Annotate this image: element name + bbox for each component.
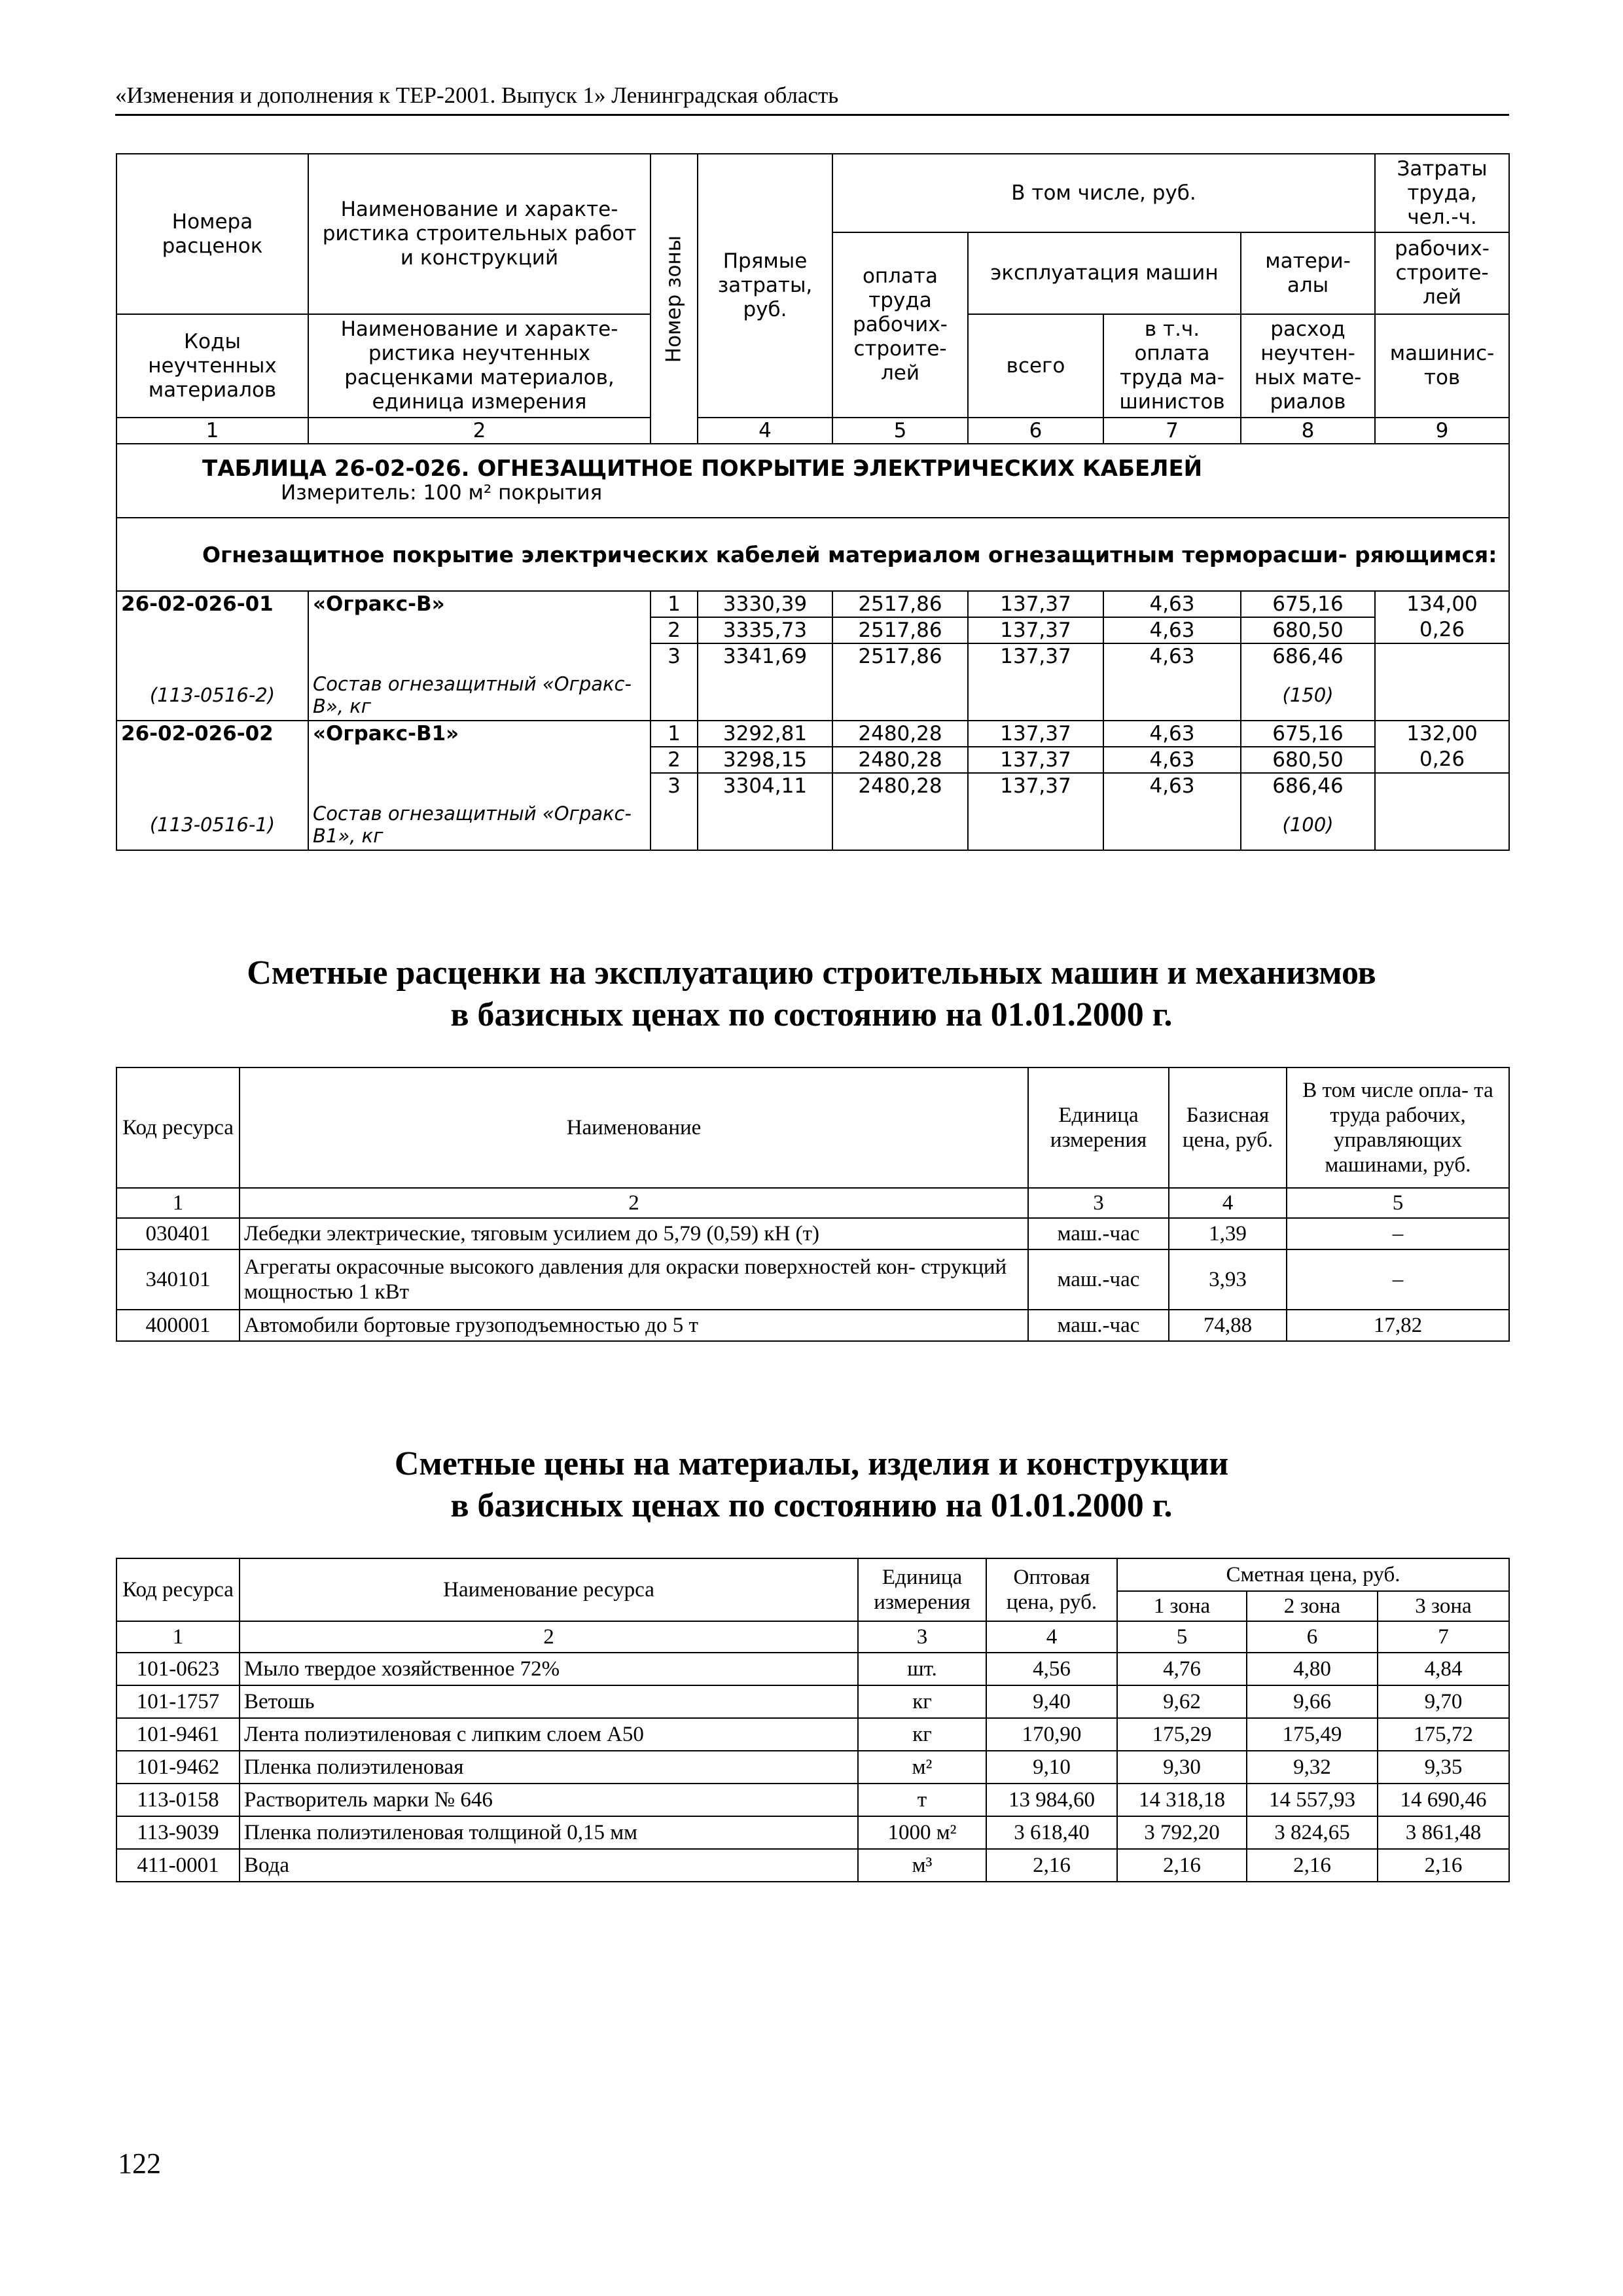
table-row-zone2: 9,66 (1247, 1685, 1378, 1718)
table-row-code: 101-9461 (116, 1718, 240, 1751)
machine-cell: 137,37 (968, 617, 1103, 643)
table-row-zone3: 175,72 (1378, 1718, 1509, 1751)
col-num-9: 9 (1375, 418, 1509, 444)
header-direct-costs: Прямые затраты, руб. (698, 154, 832, 418)
table-row-unit: маш.-час (1028, 1310, 1169, 1341)
table-row-name: Автомобили бортовые грузоподъемностью до 5 т (240, 1310, 1028, 1341)
table-title-block (116, 444, 1509, 518)
direct-cost-cell: 3341,69 (698, 643, 832, 670)
table-row-zone1: 175,29 (1117, 1718, 1247, 1751)
machines-table (116, 1067, 1510, 1342)
col-num-1: 1 (116, 418, 308, 444)
table-row-unit: шт. (858, 1653, 986, 1685)
header-machine-operation: эксплуатация машин (968, 232, 1241, 314)
table-row-code: 113-9039 (116, 1816, 240, 1849)
col-num-7: 7 (1103, 418, 1241, 444)
rate-code: 26-02-026-01 (116, 591, 308, 617)
table-row-code: 101-1757 (116, 1685, 240, 1718)
table-row-zone2: 9,32 (1247, 1751, 1378, 1784)
col-num: 2 (240, 1621, 858, 1653)
table-row-code: 030401 (116, 1218, 240, 1249)
material-cell: 680,50 (1241, 617, 1375, 643)
table-row-unit: т (858, 1784, 986, 1816)
table-row-name: Растворитель марки № 646 (240, 1784, 858, 1816)
material-cell: 675,16 (1241, 721, 1375, 747)
table-row-unit: м³ (858, 1849, 986, 1882)
wage-cell: 2480,28 (832, 721, 968, 747)
direct-cost-cell: 3335,73 (698, 617, 832, 643)
table-row-zone1: 2,16 (1117, 1849, 1247, 1882)
table-row-zone1: 3 792,20 (1117, 1816, 1247, 1849)
table-row-code: 411-0001 (116, 1849, 240, 1882)
header-rate-numbers: Номера расценок (116, 154, 308, 314)
table-row-name: Лебедки электрические, тяговым усилием до 5,79 (0,59) кН (т) (240, 1218, 1028, 1249)
wage-cell: 2517,86 (832, 617, 968, 643)
table-row-zone2: 3 824,65 (1247, 1816, 1378, 1849)
wage-cell: 2517,86 (832, 591, 968, 617)
header-code: Код ресурса (116, 1067, 240, 1188)
table-row-code: 340101 (116, 1249, 240, 1310)
table-row-zone2: 2,16 (1247, 1849, 1378, 1882)
header-work-name: Наименование и характе- ристика строительных работ и конструкций (308, 154, 651, 314)
operator-wage-cell: 4,63 (1103, 773, 1241, 799)
table-row-code: 400001 (116, 1310, 240, 1341)
table-row-wholesale: 9,10 (986, 1751, 1117, 1784)
table-row-unit: 1000 м² (858, 1816, 986, 1849)
header-labor-costs: Затраты труда, чел.-ч. (1375, 154, 1509, 232)
header-estimate: Сметная цена, руб. (1117, 1558, 1509, 1591)
header-name: Наименование (240, 1067, 1028, 1188)
zone-cell: 3 (651, 773, 698, 799)
machine-cell: 137,37 (968, 747, 1103, 773)
header-price: Базисная цена, руб. (1169, 1067, 1287, 1188)
table-row-name: Пленка полиэтиленовая толщиной 0,15 мм (240, 1816, 858, 1849)
table-row-unit: маш.-час (1028, 1218, 1169, 1249)
col-num-2: 2 (308, 418, 651, 444)
header-unit: Единица измерения (1028, 1067, 1169, 1188)
section-title-machines: Сметные расценки на эксплуатацию строительных машин и механизмов в базисных ценах по состоянию на 01.01.2000 г. (247, 954, 1376, 1033)
table-row-zone2: 4,80 (1247, 1653, 1378, 1685)
table-row-unit: кг (858, 1685, 986, 1718)
direct-cost-cell: 3292,81 (698, 721, 832, 747)
table-title: ТАБЛИЦА 26-02-026. ОГНЕЗАЩИТНОЕ ПОКРЫТИЕ ЭЛЕКТРИЧЕСКИХ КАБЕЛЕЙ (202, 455, 1203, 482)
zone-cell: 2 (651, 747, 698, 773)
col-num: 5 (1117, 1621, 1247, 1653)
table-row-wholesale: 9,40 (986, 1685, 1117, 1718)
rate-code: 26-02-026-02 (116, 721, 308, 747)
table-row-wage: 17,82 (1287, 1310, 1509, 1341)
table-row-name: Пленка полиэтиленовая (240, 1751, 858, 1784)
table-row-zone3: 4,84 (1378, 1653, 1509, 1685)
header-zone-number: Номер зоны (651, 154, 698, 444)
table-row-wage: – (1287, 1218, 1509, 1249)
machine-cell: 137,37 (968, 773, 1103, 799)
labor-workers-cell: 134,00 (1375, 591, 1509, 617)
header-workers: рабочих- строите- лей (1375, 232, 1509, 314)
material-cell: 686,46 (1241, 643, 1375, 670)
table-row-price: 74,88 (1169, 1310, 1287, 1341)
material-cell: 675,16 (1241, 591, 1375, 617)
col-num-6: 6 (968, 418, 1103, 444)
table-row-name: Агрегаты окрасочные высокого давления для окраски поверхностей кон- струкций мощностью 1 кВт (240, 1249, 1028, 1310)
col-num-5: 5 (832, 418, 968, 444)
machine-cell: 137,37 (968, 721, 1103, 747)
table-subtitle: Огнезащитное покрытие электрических кабелей материалом огнезащитным терморасши- ряющимся: (116, 518, 1509, 591)
col-num: 1 (116, 1188, 240, 1218)
table-row-code: 113-0158 (116, 1784, 240, 1816)
col-num-8: 8 (1241, 418, 1375, 444)
zone-cell: 1 (651, 721, 698, 747)
direct-cost-cell: 3330,39 (698, 591, 832, 617)
table-row-name: Мыло твердое хозяйственное 72% (240, 1653, 858, 1685)
col-num: 4 (1169, 1188, 1287, 1218)
header-material-consumption: расход неучтен- ных мате- риалов (1241, 314, 1375, 418)
labor-operators-cell: 0,26 (1375, 617, 1509, 643)
col-num: 1 (116, 1621, 240, 1653)
header-unit: Единица измерения (858, 1558, 986, 1621)
operator-wage-cell: 4,63 (1103, 643, 1241, 670)
table-row-wholesale: 4,56 (986, 1653, 1117, 1685)
header-zone-2: 2 зона (1247, 1591, 1378, 1621)
col-num: 4 (986, 1621, 1117, 1653)
resource-name: Состав огнезащитный «Огракс- В1», кг (308, 799, 651, 850)
col-num-4: 4 (698, 418, 832, 444)
header-wage: В том числе опла- та труда рабочих, управляющих машинами, руб. (1287, 1067, 1509, 1188)
col-num: 2 (240, 1188, 1028, 1218)
table-row-code: 101-0623 (116, 1653, 240, 1685)
zone-cell: 1 (651, 591, 698, 617)
table-row-zone3: 3 861,48 (1378, 1816, 1509, 1849)
table-row-price: 3,93 (1169, 1249, 1287, 1310)
table-row-zone1: 14 318,18 (1117, 1784, 1247, 1816)
resource-code: (113-0516-1) (116, 799, 308, 850)
operator-wage-cell: 4,63 (1103, 617, 1241, 643)
col-num: 7 (1378, 1621, 1509, 1653)
table-row-price: 1,39 (1169, 1218, 1287, 1249)
col-num: 5 (1287, 1188, 1509, 1218)
header-unaccounted-codes: Коды неучтенных материалов (116, 314, 308, 418)
labor-workers-cell: 132,00 (1375, 721, 1509, 747)
table-row-zone2: 175,49 (1247, 1718, 1378, 1751)
header-code: Код ресурса (116, 1558, 240, 1621)
header-operator-wages: в т.ч. оплата труда ма- шинистов (1103, 314, 1241, 418)
direct-cost-cell: 3304,11 (698, 773, 832, 799)
table-row-wholesale: 170,90 (986, 1718, 1117, 1751)
machine-cell: 137,37 (968, 591, 1103, 617)
table-row-zone3: 9,35 (1378, 1751, 1509, 1784)
table-row-name: Вода (240, 1849, 858, 1882)
zone-cell: 2 (651, 617, 698, 643)
wage-cell: 2480,28 (832, 747, 968, 773)
header-name: Наименование ресурса (240, 1558, 858, 1621)
table-row-zone1: 4,76 (1117, 1653, 1247, 1685)
resource-name: Состав огнезащитный «Огракс- В», кг (308, 670, 651, 721)
material-cell: 686,46 (1241, 773, 1375, 799)
header-operators: машинис- тов (1375, 314, 1509, 418)
header-materials: матери- алы (1241, 232, 1375, 314)
table-row-name: Ветошь (240, 1685, 858, 1718)
table-row-wholesale: 3 618,40 (986, 1816, 1117, 1849)
col-num: 3 (1028, 1188, 1169, 1218)
material-cell: 680,50 (1241, 747, 1375, 773)
header-machine-total: всего (968, 314, 1103, 418)
materials-table (116, 1558, 1510, 1882)
rate-name: «Огракс-В» (308, 591, 651, 617)
table-row-unit: кг (858, 1718, 986, 1751)
header-wholesale: Оптовая цена, руб. (986, 1558, 1117, 1621)
header-zone-1: 1 зона (1117, 1591, 1247, 1621)
machine-cell: 137,37 (968, 643, 1103, 670)
table-row-zone1: 9,62 (1117, 1685, 1247, 1718)
wage-cell: 2517,86 (832, 643, 968, 670)
table-row-name: Лента полиэтиленовая с липким слоем А50 (240, 1718, 858, 1751)
direct-cost-cell: 3298,15 (698, 747, 832, 773)
col-num: 6 (1247, 1621, 1378, 1653)
wage-cell: 2480,28 (832, 773, 968, 799)
table-row-zone3: 9,70 (1378, 1685, 1509, 1718)
resource-qty: (150) (1241, 670, 1375, 721)
header-worker-wages: оплата труда рабочих- строите- лей (832, 232, 968, 418)
table-row-code: 101-9462 (116, 1751, 240, 1784)
col-num: 3 (858, 1621, 986, 1653)
rate-name: «Огракс-В1» (308, 721, 651, 747)
header-zone-3: 3 зона (1378, 1591, 1509, 1621)
header-including: В том числе, руб. (832, 154, 1375, 232)
operator-wage-cell: 4,63 (1103, 591, 1241, 617)
resource-qty: (100) (1241, 799, 1375, 850)
labor-operators-cell: 0,26 (1375, 747, 1509, 773)
table-row-unit: м² (858, 1751, 986, 1784)
table-row-wholesale: 13 984,60 (986, 1784, 1117, 1816)
operator-wage-cell: 4,63 (1103, 747, 1241, 773)
table-row-unit: маш.-час (1028, 1249, 1169, 1310)
rates-table (116, 153, 1510, 851)
resource-code: (113-0516-2) (116, 670, 308, 721)
header-unaccounted-name: Наименование и характе- ристика неучтенных расценками материалов, единица измерения (308, 314, 651, 418)
table-row-zone3: 2,16 (1378, 1849, 1509, 1882)
page-number: 122 (118, 2147, 161, 2179)
running-header: «Изменения и дополнения к ТЕР-2001. Выпуск 1» Ленинградская область (115, 82, 1509, 116)
table-row-zone2: 14 557,93 (1247, 1784, 1378, 1816)
zone-cell: 3 (651, 643, 698, 670)
table-row-zone3: 14 690,46 (1378, 1784, 1509, 1816)
table-row-zone1: 9,30 (1117, 1751, 1247, 1784)
table-row-wholesale: 2,16 (986, 1849, 1117, 1882)
operator-wage-cell: 4,63 (1103, 721, 1241, 747)
section-title-materials: Сметные цены на материалы, изделия и конструкции в базисных ценах по состоянию на 01.01.2000 г. (394, 1445, 1229, 1524)
table-row-wage: – (1287, 1249, 1509, 1310)
table-measure: Измеритель: 100 м² покрытия (281, 480, 603, 505)
